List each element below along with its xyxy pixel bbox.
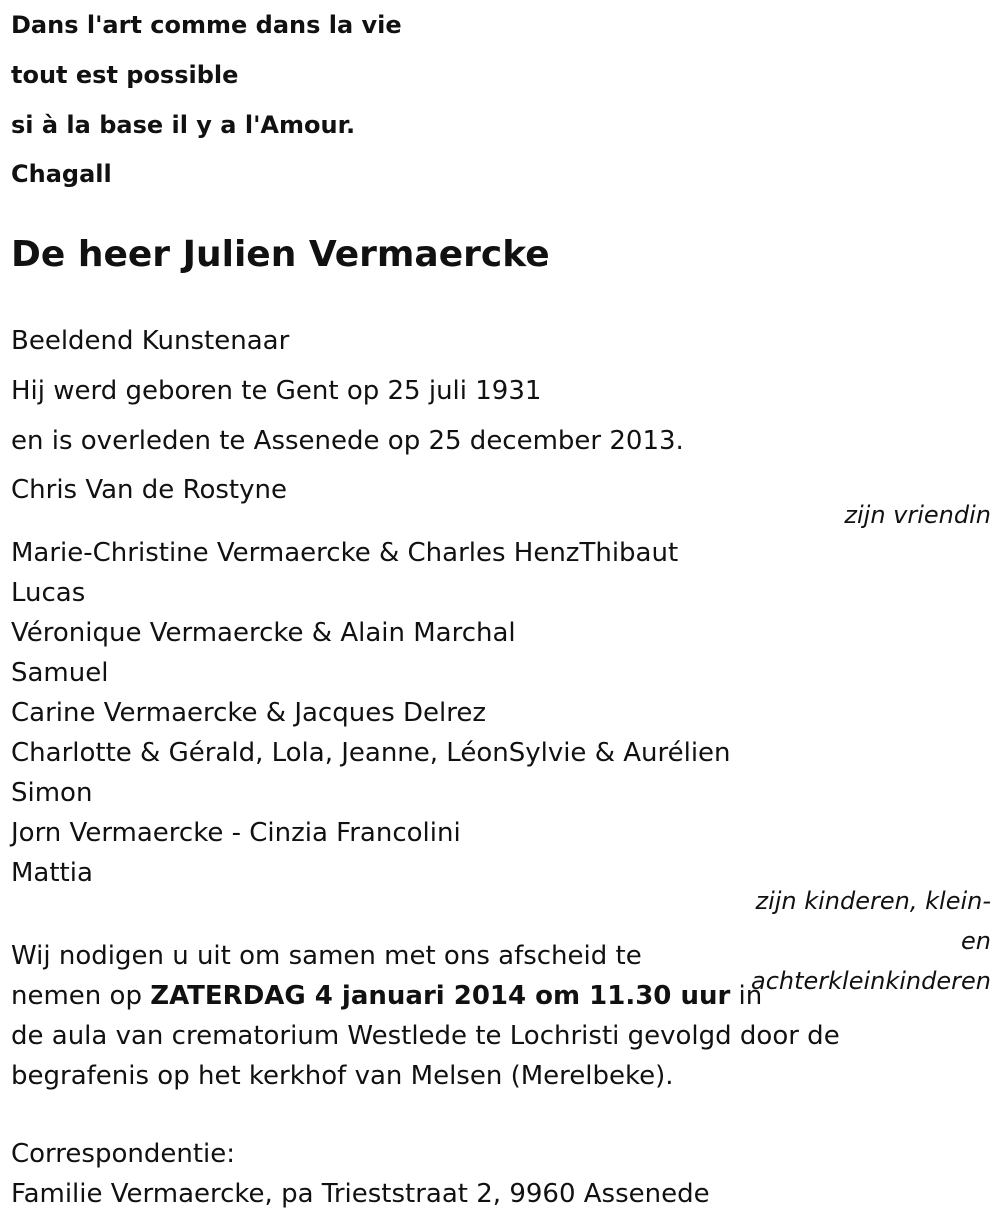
correspondence-label: Correspondentie: <box>11 1139 235 1169</box>
partner-name: Chris Van de Rostyne <box>11 475 287 505</box>
profession: Beeldend Kunstenaar <box>11 326 290 356</box>
death-line: en is overleden te Assenede op 25 december 2013. <box>11 426 684 456</box>
family-member: Lucas <box>11 578 86 608</box>
family-member: Carine Vermaercke & Jacques Delrez <box>11 698 487 728</box>
invitation-paragraph <box>11 936 891 1096</box>
family-role-line-2: en <box>961 927 991 955</box>
quote-line-2: tout est possible <box>11 61 239 89</box>
invitation-line-4: begrafenis op het kerkhof van Melsen (Merelbeke). <box>11 1061 674 1091</box>
family-member: Samuel <box>11 658 109 688</box>
quote-line-1: Dans l'art comme dans la vie <box>11 11 402 39</box>
quote-line-3: si à la base il y a l'Amour. <box>11 111 356 139</box>
invitation-line-2 <box>11 976 891 1016</box>
family-member: Simon <box>11 778 93 808</box>
family-member: Mattia <box>11 858 93 888</box>
deceased-name: De heer Julien Vermaercke <box>11 234 550 275</box>
family-role-line-1: zijn kinderen, klein- <box>755 887 991 915</box>
birth-line: Hij werd geboren te Gent op 25 juli 1931 <box>11 376 542 406</box>
quote-author: Chagall <box>11 160 112 188</box>
invitation-line-3: de aula van crematorium Westlede te Lochristi gevolgd door de <box>11 1021 840 1051</box>
family-member: Charlotte & Gérald, Lola, Jeanne, LéonSylvie & Aurélien <box>11 738 731 768</box>
correspondence-address: Familie Vermaercke, pa Trieststraat 2, 9960 Assenede <box>11 1179 710 1209</box>
family-member: Jorn Vermaercke - Cinzia Francolini <box>11 818 461 848</box>
family-member: Véronique Vermaercke & Alain Marchal <box>11 618 516 648</box>
family-member: Marie-Christine Vermaercke & Charles HenzThibaut <box>11 538 679 568</box>
partner-role: zijn vriendin <box>844 501 991 529</box>
family-role-line-3: achterkleinkinderen <box>751 967 991 995</box>
invitation-line-1: Wij nodigen u uit om samen met ons afscheid te <box>11 941 642 971</box>
ceremony-date: ZATERDAG 4 januari 2014 om 11.30 uur <box>150 981 731 1011</box>
invitation-line-2-post: in <box>730 981 763 1011</box>
invitation-line-2-pre: nemen op <box>11 981 151 1011</box>
